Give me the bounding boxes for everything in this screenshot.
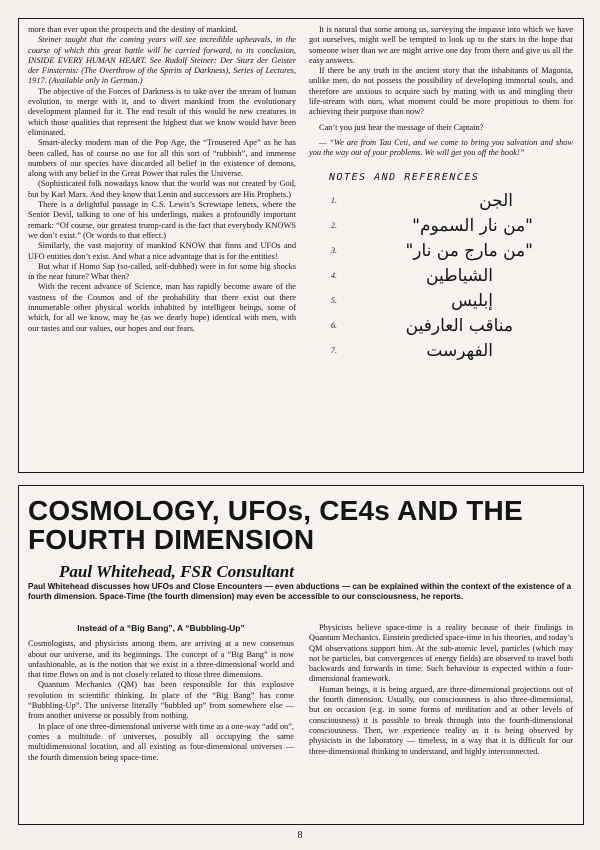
paragraph: Smart-alecky modern man of the Pop Age, the “Trousered Ape” as he has been called, has of course no use for all this sort of “rubbish”, and immense numbers of our species have discarded all belief in the existence of demons, along with any belief in the Great Power that rules the Universe. xyxy=(28,138,296,179)
note-item xyxy=(309,239,573,264)
article-standfirst: Paul Whitehead discusses how UFOs and Close Encounters — even abductions — can be explained within the context of the existence of a fourth dimension. Space-Time (the fourth dimension) may even be accessible to our consciousness, he reports. xyxy=(28,582,572,602)
page-number: 8 xyxy=(297,830,303,841)
note-arabic-text: "من مارج من نار" xyxy=(405,241,533,262)
top-left-column xyxy=(28,25,296,334)
note-item xyxy=(309,339,573,364)
note-number: 3. xyxy=(331,246,337,256)
paragraph: Steiner taught that the coming years will see incredible upheavals, in the course of which this great battle will be carried forward, to its conclusion, INSIDE EVERY HUMAN HEART. See Rudolf Steiner: Der Sturz der Geister der Finsternis: (The Overthrow of the Spirits of Darkness), Series of Lectures, 1917. (Available only in German.) xyxy=(28,35,296,86)
paragraph: Physicists believe space-time is a reality because of their findings in Quantum Mechanics. Einstein predicted space-time in his theories, and today’s QM observations support him. At the sub-atomic level, particles (which may not be particles, but convergences of energy fields) are observed to travel both backwards and forwards in time. Such behaviour is expected within a four-dimensional framework. xyxy=(309,623,573,684)
notes-heading: NOTES AND REFERENCES xyxy=(329,171,480,183)
note-arabic-text: مناقب العارفين xyxy=(405,316,513,337)
paragraph: Quantum Mechanics (QM) has been responsible for this explosive revolution in scientific thinking. In place of the “Big Bang” has come “Bubbling-Up”. The universe literally “bubbled up” from somewhere else — from another universe or possibly from nothing. xyxy=(28,680,294,721)
note-arabic-text: الجن xyxy=(479,191,513,212)
paragraph: If there be any truth in the ancient story that the inhabitants of Magonia, unlike men, do not possess the possibility of developing immortal souls, and therefore are anxious to acquire such by mating with us and mingling their life-stream with ours, what moment could be more propitious to them for achieving their purpose than now? xyxy=(309,66,573,117)
top-right-column xyxy=(309,25,573,364)
article-byline: Paul Whitehead, FSR Consultant xyxy=(59,562,294,581)
note-arabic-text: إبليس xyxy=(451,291,493,312)
paragraph: more than ever upon the prospects and the destiny of mankind. xyxy=(28,25,238,34)
note-item xyxy=(309,314,573,339)
paragraph: Human beings, it is being argued, are three-dimensional projections out of the fourth dimension. Usually, our consciousness is also three-dimensional, but on occasion (e.g. in some forms of meditation and at other levels of consciousness) it is possible to break through into the fourth-dimensional consciousness. Then, we experience reality as it is being observed by physicists in the laboratory — timeless, in a way that it is difficult for our three-dimensional thinking to understand, and highly interconnected. xyxy=(309,684,573,756)
note-arabic-text: الشياطين xyxy=(426,266,493,287)
article-box xyxy=(18,485,584,825)
paragraph: It is natural that some among us, surveying the impasse into which we have got ourselves, might well be tempted to look up to the stars in the hope that someone wiser than we are might arrive one day from there and give us all the easy answers. xyxy=(309,25,573,65)
paragraph: With the recent advance of Science, man has rapidly become aware of the vastness of the Cosmos and of the probability that there exist out there innumerable other physical worlds inhabited by intelligent beings, some of which, for all we know, may be (as we dearly hope) identical with men, with our tastes and our values, our hopes and our fears. xyxy=(28,282,296,333)
previous-article-box xyxy=(18,18,584,473)
paragraph: Can’t you just hear the message of their Captain? xyxy=(319,122,484,132)
quote-paragraph: — “We are from Tau Ceti, and we come to bring you salvation and show you the way out of your problems. We will get you off the hook!” xyxy=(309,137,573,158)
note-item xyxy=(309,264,573,289)
paragraph: Similarly, the vast majority of mankind KNOW that finns and UFOs and UFO entities don’t exist. And what a nice advantage that is for the entities! xyxy=(28,241,296,261)
article-right-column xyxy=(309,623,573,757)
note-item xyxy=(309,189,573,214)
paragraph: Cosmologists, and physicists among them, are arriving at a new consensus about our universe, and its beginnings. The concept of a “Big Bang” is now unfashionable, as is the notion that we exist in a three-dimensional world and that time flows on and is not closely related to those three dimensions. xyxy=(28,639,294,680)
paragraph: There is a delightful passage in C.S. Lewis’s Screwtape letters, where the Senior Devil, talking to one of his underlings, makes a profoundly important remark: “Of course, our greatest trump-card is the fact that everybody KNOWS we don’t exist.” (Or words to that effect.) xyxy=(28,200,296,240)
paragraph: The objective of the Forces of Darkness is to take over the stream of human evolution, to merge with it, and to divert mankind from the evolutionary development planned for it. The end result of this would be new creatures in which those qualities that represent the highest that we know would have been eliminated. xyxy=(28,86,296,137)
article-left-column xyxy=(28,623,294,763)
note-number: 1. xyxy=(331,196,337,206)
paragraph: In place of one three-dimensional universe with time as a one-way “add on”, comes a multitude of universes, possibly all occupying the same multidimensional location, and all existing as four-dimensional universes — the fourth dimension being space-time. xyxy=(28,721,295,762)
article-subhead: Instead of a “Big Bang”, A “Bubbling-Up” xyxy=(77,623,245,633)
note-item xyxy=(309,289,573,314)
note-number: 4. xyxy=(331,271,337,281)
article-headline: COSMOLOGY, UFOs, CE4s AND THE FOURTH DIMENSION xyxy=(28,495,523,555)
note-number: 7. xyxy=(331,346,337,356)
paragraph: (Sophisticated folk nowadays know that the world was not created by God, but by Karl Marx. And they know that Lenin and successors are His Prophets.) xyxy=(28,179,296,199)
note-item xyxy=(309,214,573,239)
note-number: 6. xyxy=(331,321,337,331)
note-number: 2. xyxy=(331,221,337,231)
paragraph: But what if Homo Sap (so-called, self-dubbed) were in for some big shocks in the near future? What then? xyxy=(28,261,296,282)
note-arabic-text: الفهرست xyxy=(426,341,493,362)
note-arabic-text: "من نار السموم" xyxy=(412,216,533,237)
note-number: 5. xyxy=(331,296,337,306)
